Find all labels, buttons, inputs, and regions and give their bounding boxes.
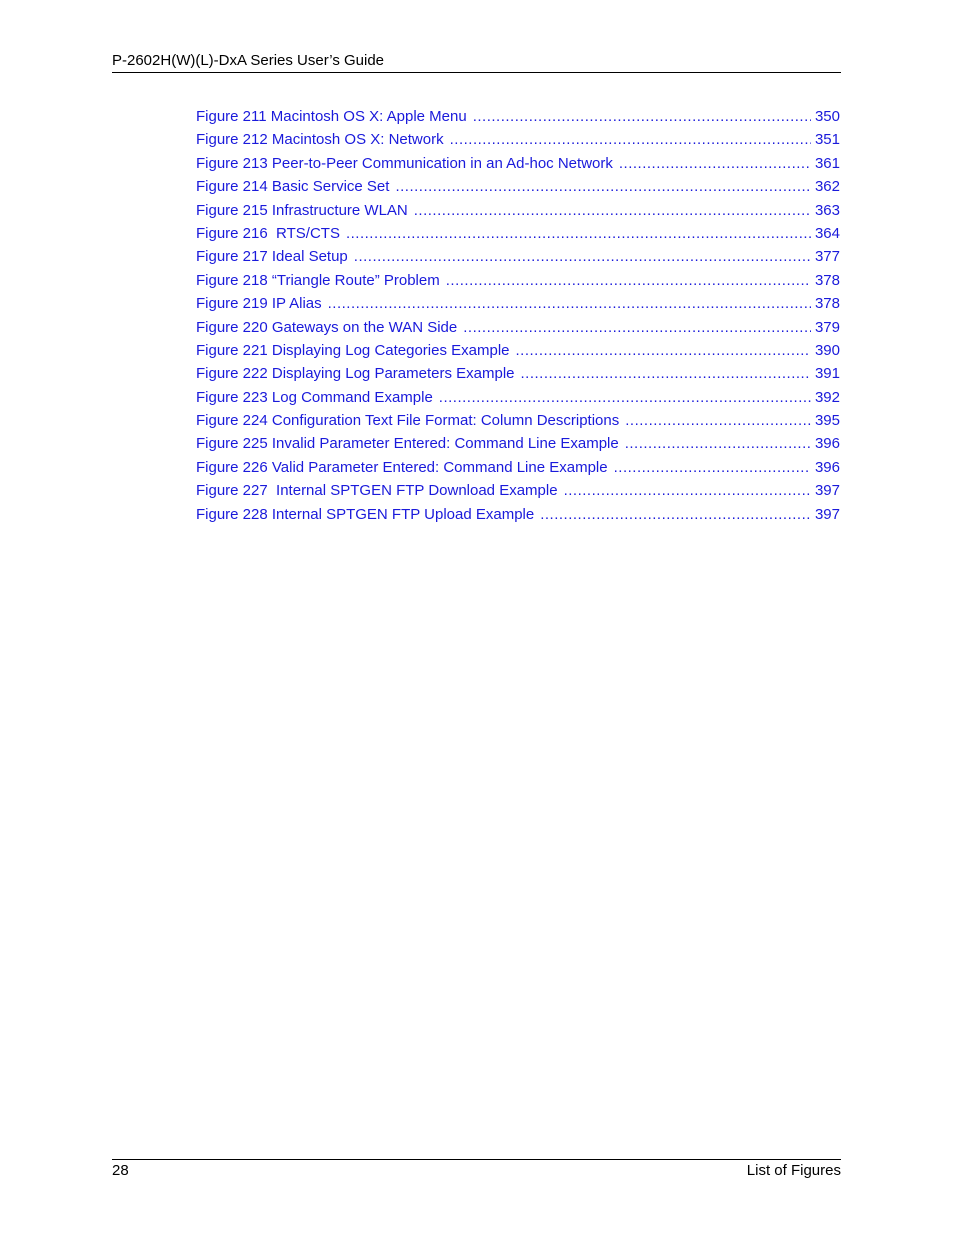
- dot-leader: [516, 339, 811, 362]
- toc-entry-page: 377: [814, 248, 840, 266]
- toc-entry-link[interactable]: [196, 222, 840, 245]
- toc-entry-page: 395: [814, 412, 840, 430]
- document-title: P-2602H(W)(L)-DxA Series User’s Guide: [112, 52, 385, 69]
- toc-entry-page: 362: [814, 178, 840, 196]
- toc-entry-label: Figure 228 Internal SPTGEN FTP Upload Example: [196, 505, 535, 523]
- toc-entry-label: Figure 215 Infrastructure WLAN: [196, 201, 408, 219]
- dot-leader: [328, 292, 811, 315]
- toc-entry-page: 397: [814, 505, 840, 523]
- toc-entry-label: Figure 220 Gateways on the WAN Side: [196, 318, 458, 336]
- toc-entry-label: Figure 225 Invalid Parameter Entered: Command Line Example: [196, 435, 619, 453]
- toc-entry-page: 397: [814, 482, 840, 500]
- toc-entry-page: 396: [814, 458, 840, 476]
- dot-leader: [463, 316, 811, 339]
- list-of-figures: [196, 105, 840, 526]
- page-number: 28: [112, 1162, 129, 1179]
- toc-entry-label: Figure 219 IP Alias: [196, 295, 322, 313]
- toc-entry-page: 379: [814, 318, 840, 336]
- dot-leader: [395, 175, 811, 198]
- toc-entry-label: Figure 221 Displaying Log Categories Example: [196, 341, 510, 359]
- toc-entry-page: 378: [814, 271, 840, 289]
- dot-leader: [346, 222, 811, 245]
- toc-entry-link[interactable]: [196, 292, 840, 315]
- toc-entry-link[interactable]: [196, 503, 840, 526]
- toc-entry-link[interactable]: [196, 175, 840, 198]
- dot-leader: [564, 479, 811, 502]
- toc-entry-label: Figure 226 Valid Parameter Entered: Command Line Example: [196, 458, 608, 476]
- toc-entry-page: 364: [814, 224, 840, 242]
- toc-entry-link[interactable]: [196, 245, 840, 268]
- toc-entry-page: 351: [814, 131, 840, 149]
- toc-entry-label: Figure 212 Macintosh OS X: Network: [196, 131, 444, 149]
- dot-leader: [540, 503, 811, 526]
- dot-leader: [354, 245, 811, 268]
- toc-entry-page: 392: [814, 388, 840, 406]
- toc-entry-link[interactable]: [196, 409, 840, 432]
- toc-entry-page: 361: [814, 154, 840, 172]
- toc-entry-link[interactable]: [196, 199, 840, 222]
- toc-entry-page: 363: [814, 201, 840, 219]
- dot-leader: [625, 432, 811, 455]
- toc-entry-label: Figure 223 Log Command Example: [196, 388, 433, 406]
- toc-entry-page: 391: [814, 365, 840, 383]
- toc-entry-page: 396: [814, 435, 840, 453]
- toc-entry-label: Figure 217 Ideal Setup: [196, 248, 348, 266]
- page-footer: [112, 1159, 841, 1184]
- toc-entry-link[interactable]: [196, 105, 840, 128]
- toc-entry-link[interactable]: [196, 386, 840, 409]
- toc-entry-label: Figure 214 Basic Service Set: [196, 178, 390, 196]
- dot-leader: [619, 152, 811, 175]
- toc-entry-label: Figure 213 Peer-to-Peer Communication in an Ad-hoc Network: [196, 154, 613, 172]
- toc-entry-page: 378: [814, 295, 840, 313]
- toc-entry-link[interactable]: [196, 316, 840, 339]
- toc-entry-link[interactable]: [196, 128, 840, 151]
- section-name: List of Figures: [746, 1162, 841, 1179]
- toc-entry-link[interactable]: [196, 456, 840, 479]
- dot-leader: [614, 456, 811, 479]
- toc-entry-page: 390: [814, 341, 840, 359]
- toc-entry-link[interactable]: [196, 479, 840, 502]
- toc-entry-label: Figure 224 Configuration Text File Format: Column Descriptions: [196, 412, 620, 430]
- dot-leader: [439, 386, 811, 409]
- toc-entry-link[interactable]: [196, 362, 840, 385]
- toc-entry-link[interactable]: [196, 152, 840, 175]
- toc-entry-label: Figure 216 RTS/CTS: [196, 224, 340, 242]
- page-header: [112, 50, 841, 73]
- dot-leader: [521, 362, 811, 385]
- dot-leader: [450, 128, 811, 151]
- toc-entry-link[interactable]: [196, 269, 840, 292]
- dot-leader: [414, 199, 811, 222]
- toc-entry-link[interactable]: [196, 339, 840, 362]
- dot-leader: [446, 269, 811, 292]
- dot-leader: [473, 105, 811, 128]
- dot-leader: [625, 409, 811, 432]
- toc-entry-page: 350: [814, 108, 840, 125]
- toc-entry-label: Figure 218 “Triangle Route” Problem: [196, 271, 440, 289]
- toc-entry-label: Figure 211 Macintosh OS X: Apple Menu: [196, 108, 467, 125]
- toc-entry-label: Figure 227 Internal SPTGEN FTP Download Example: [196, 482, 558, 500]
- toc-entry-label: Figure 222 Displaying Log Parameters Example: [196, 365, 515, 383]
- toc-entry-link[interactable]: [196, 432, 840, 455]
